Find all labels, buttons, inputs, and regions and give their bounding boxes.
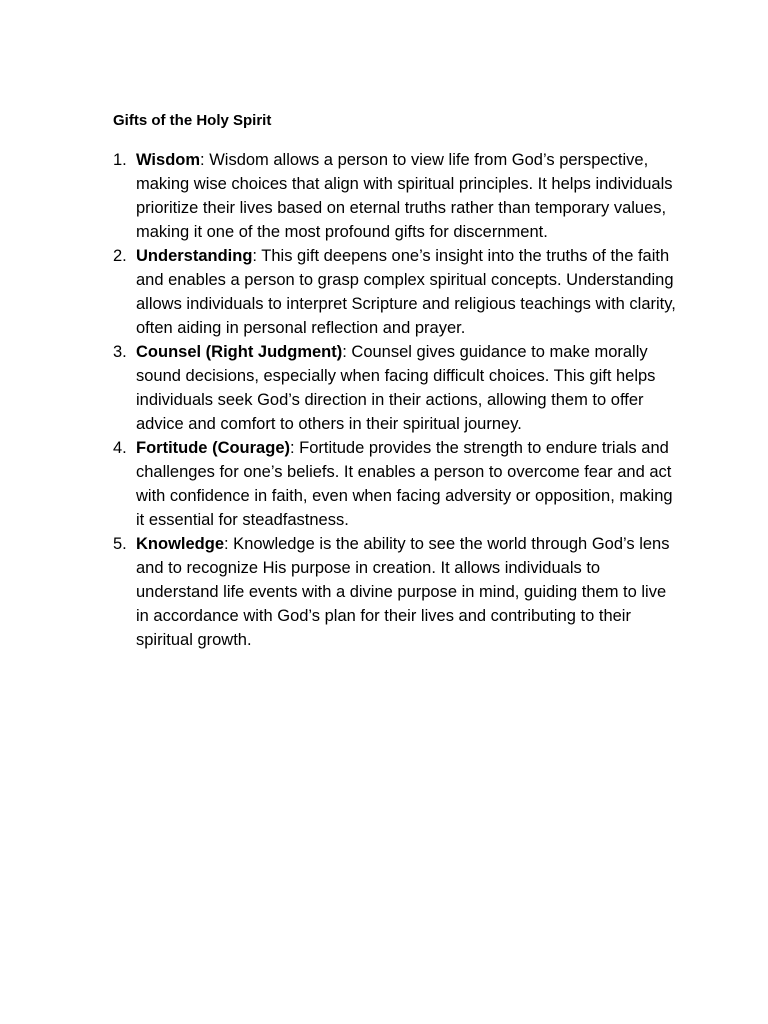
- list-item-knowledge: [113, 532, 683, 652]
- gift-description: : This gift deepens one’s insight into the truths of the faith and enables a person to grasp complex spiritual concepts. Understanding allows individuals to interpret Scripture and religious teachings with clarity, often aiding in personal reflection and prayer.: [136, 247, 676, 337]
- gift-name: Knowledge: [136, 535, 225, 553]
- list-item-counsel: [113, 340, 683, 436]
- list-item-number: 1.: [113, 151, 127, 169]
- gift-name: Understanding: [136, 247, 253, 265]
- gift-description: : Knowledge is the ability to see the world through God’s lens and to recognize His purpose in creation. It allows individuals to understand life events with a divine purpose in mind, guiding them to live in accordance with God’s plan for their lives and contributing to their spiritual growth.: [136, 535, 670, 649]
- list-item-wisdom: [113, 148, 683, 244]
- gift-description: : Counsel gives guidance to make morally sound decisions, especially when facing difficult choices. This gift helps individuals seek God’s direction in their actions, allowing them to offer advice and comfort to others in their spiritual journey.: [136, 343, 656, 433]
- list-item-number: 4.: [113, 439, 127, 457]
- gift-name: Wisdom: [136, 151, 201, 169]
- list-item-fortitude: [113, 436, 683, 532]
- list-item-number: 5.: [113, 535, 127, 553]
- list-item-number: 2.: [113, 247, 127, 265]
- list-item-number: 3.: [113, 343, 127, 361]
- gifts-list: [113, 148, 683, 652]
- document-title: Gifts of the Holy Spirit: [113, 112, 272, 129]
- gift-description: : Fortitude provides the strength to endure trials and challenges for one’s beliefs. It enables a person to overcome fear and act with confidence in faith, even when facing adversity or opposition, making it essential for steadfastness.: [136, 439, 673, 529]
- list-item-understanding: [113, 244, 683, 340]
- gift-name: Fortitude (Courage): [136, 439, 290, 457]
- gift-name: Counsel (Right Judgment): [136, 343, 343, 361]
- gift-description: : Wisdom allows a person to view life from God’s perspective, making wise choices that align with spiritual principles. It helps individuals prioritize their lives based on eternal truths rather than temporary values, making it one of the most profound gifts for discernment.: [136, 151, 673, 241]
